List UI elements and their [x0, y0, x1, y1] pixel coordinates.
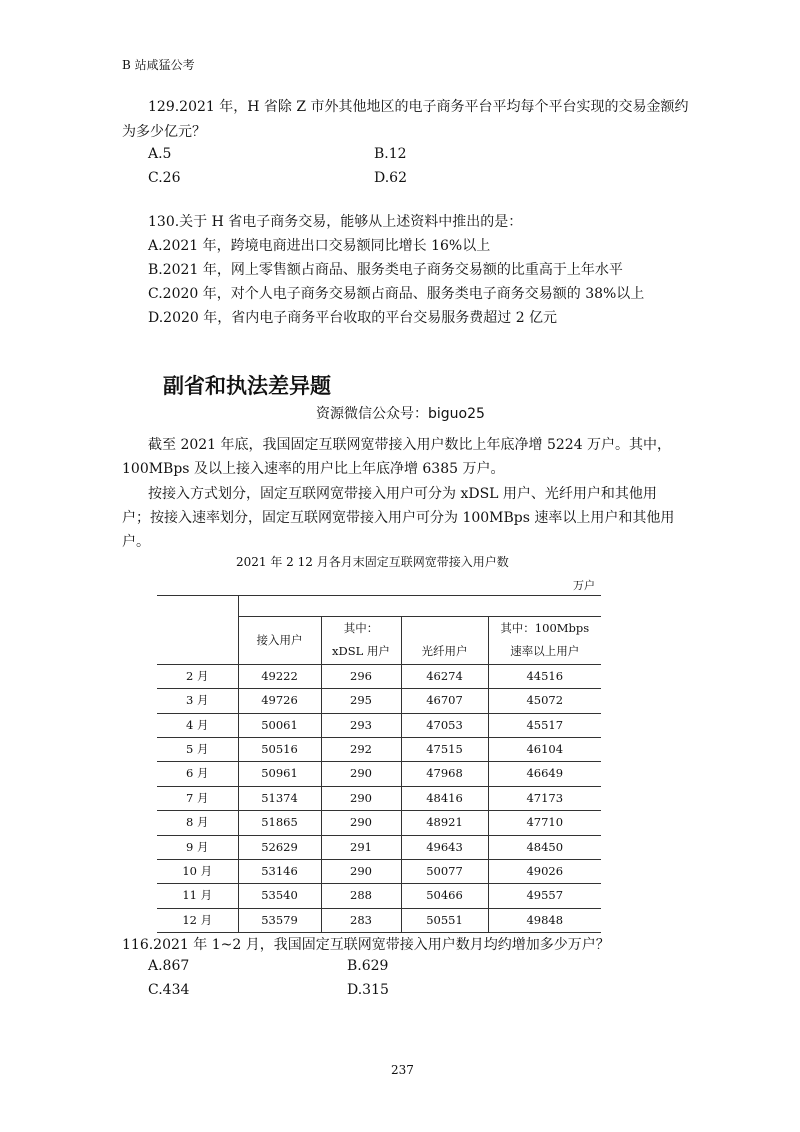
cell-access-users: 49726: [238, 689, 321, 713]
cell-access-users: 51374: [238, 786, 321, 810]
cell-month: 2 月: [157, 664, 238, 688]
cell-access-users: 53579: [238, 908, 321, 932]
q116-stem: 116.2021 年 1~2 月，我国固定互联网宽带接入用户数月均约增加多少万户？: [122, 937, 610, 953]
cell-fiber-users: 47515: [401, 738, 488, 762]
cell-access-users: 53540: [238, 884, 321, 908]
section-title: 副省和执法差异题: [163, 373, 331, 398]
cell-access-users: 50961: [238, 762, 321, 786]
cell-xdsl-users: 292: [321, 738, 401, 762]
para1-line1: 截至 2021 年底，我国固定互联网宽带接入用户数比上年底净增 5224 万户。其中，: [148, 437, 672, 453]
cell-speed-100m-users: 47710: [488, 811, 601, 835]
broadband-users-table: [157, 595, 601, 933]
cell-speed-100m-users: 48450: [488, 835, 601, 859]
cell-fiber-users: 47053: [401, 713, 488, 737]
cell-speed-100m-users: 49848: [488, 908, 601, 932]
cell-fiber-users: 49643: [401, 835, 488, 859]
q129-stem-line2: 为多少亿元？: [122, 124, 206, 140]
q130-option-d: D.2020 年，省内电子商务平台收取的平台交易服务费超过 2 亿元: [148, 310, 558, 326]
page-number: 237: [391, 1063, 414, 1077]
cell-xdsl-users: 283: [321, 908, 401, 932]
cell-xdsl-users: 291: [321, 835, 401, 859]
table-row: [157, 762, 601, 786]
para2-line3: 户。: [122, 534, 150, 550]
cell-xdsl-users: 288: [321, 884, 401, 908]
q129-stem-line1: 129.2021 年，H 省除 Z 市外其他地区的电子商务平台平均每个平台实现的交易金额约: [148, 99, 689, 115]
para1-line2: 100MBps 及以上接入速率的用户比上年底净增 6385 万户。: [122, 461, 505, 477]
cell-month: 7 月: [157, 786, 238, 810]
table-row: [157, 884, 601, 908]
table-unit: 万户: [573, 579, 595, 592]
q116-option-a: A.867: [148, 958, 190, 974]
cell-access-users: 51865: [238, 811, 321, 835]
cell-xdsl-users: 290: [321, 786, 401, 810]
cell-speed-100m-users: 46104: [488, 738, 601, 762]
cell-month: 5 月: [157, 738, 238, 762]
para2-line2: 户；按接入速率划分，固定互联网宽带接入用户可分为 100MBps 速率以上用户和其他用: [122, 510, 675, 526]
cell-fiber-users: 46707: [401, 689, 488, 713]
table-row: [157, 713, 601, 737]
header-of-which: 其中：: [321, 617, 401, 641]
cell-xdsl-users: 296: [321, 664, 401, 688]
header-access-users: 接入用户: [238, 617, 321, 665]
header-speed-top: 其中：100Mbps: [488, 617, 601, 641]
cell-fiber-users: 50466: [401, 884, 488, 908]
para2-line1: 按接入方式划分，固定互联网宽带接入用户可分为 xDSL 用户、光纤用户和其他用: [148, 486, 657, 502]
cell-xdsl-users: 290: [321, 860, 401, 884]
q130-option-b: B.2021 年，网上零售额占商品、服务类电子商务交易额的比重高于上年水平: [148, 262, 623, 278]
cell-speed-100m-users: 45517: [488, 713, 601, 737]
running-header: B 站咸猛公考: [122, 58, 195, 72]
q129-option-b: B.12: [374, 146, 407, 162]
cell-xdsl-users: 290: [321, 762, 401, 786]
cell-speed-100m-users: 49026: [488, 860, 601, 884]
cell-fiber-users: 50551: [401, 908, 488, 932]
header-speed-bottom: 速率以上用户: [488, 640, 601, 664]
table-row: [157, 860, 601, 884]
q116-option-c: C.434: [148, 982, 190, 998]
cell-speed-100m-users: 49557: [488, 884, 601, 908]
table-row: [157, 738, 601, 762]
cell-access-users: 50061: [238, 713, 321, 737]
table-row: [157, 664, 601, 688]
q130-option-a: A.2021 年，跨境电商进出口交易额同比增长 16%以上: [148, 238, 491, 254]
cell-fiber-users: 48416: [401, 786, 488, 810]
cell-speed-100m-users: 44516: [488, 664, 601, 688]
cell-fiber-users: 47968: [401, 762, 488, 786]
header-blank: [157, 596, 238, 665]
cell-access-users: 53146: [238, 860, 321, 884]
table-row: [157, 835, 601, 859]
cell-fiber-users: 48921: [401, 811, 488, 835]
q130-option-c: C.2020 年，对个人电子商务交易额占商品、服务类电子商务交易额的 38%以上: [148, 286, 645, 302]
header-xdsl: xDSL 用户: [321, 640, 401, 664]
cell-speed-100m-users: 45072: [488, 689, 601, 713]
q116-option-b: B.629: [347, 958, 389, 974]
cell-xdsl-users: 293: [321, 713, 401, 737]
table-row: [157, 908, 601, 932]
cell-month: 6 月: [157, 762, 238, 786]
table-row: [157, 786, 601, 810]
cell-month: 11 月: [157, 884, 238, 908]
cell-month: 3 月: [157, 689, 238, 713]
cell-fiber-users: 46274: [401, 664, 488, 688]
cell-month: 4 月: [157, 713, 238, 737]
cell-access-users: 50516: [238, 738, 321, 762]
q130-stem: 130.关于 H 省电子商务交易，能够从上述资料中推出的是：: [148, 214, 523, 230]
cell-month: 9 月: [157, 835, 238, 859]
table-row: [157, 689, 601, 713]
cell-speed-100m-users: 47173: [488, 786, 601, 810]
cell-month: 8 月: [157, 811, 238, 835]
table-caption: 2021 年 2 12 月各月末固定互联网宽带接入用户数: [236, 555, 509, 569]
cell-xdsl-users: 290: [321, 811, 401, 835]
header-fiber: 光纤用户: [401, 617, 488, 665]
cell-xdsl-users: 295: [321, 689, 401, 713]
q129-option-c: C.26: [148, 170, 181, 186]
q116-option-d: D.315: [347, 982, 389, 998]
cell-month: 10 月: [157, 860, 238, 884]
header-top-spacer: [238, 596, 601, 617]
table-row: [157, 811, 601, 835]
source-line: 资源微信公众号：biguo25: [316, 406, 485, 422]
q129-option-d: D.62: [374, 170, 407, 186]
cell-month: 12 月: [157, 908, 238, 932]
cell-speed-100m-users: 46649: [488, 762, 601, 786]
q129-option-a: A.5: [148, 146, 172, 162]
cell-access-users: 49222: [238, 664, 321, 688]
cell-access-users: 52629: [238, 835, 321, 859]
cell-fiber-users: 50077: [401, 860, 488, 884]
